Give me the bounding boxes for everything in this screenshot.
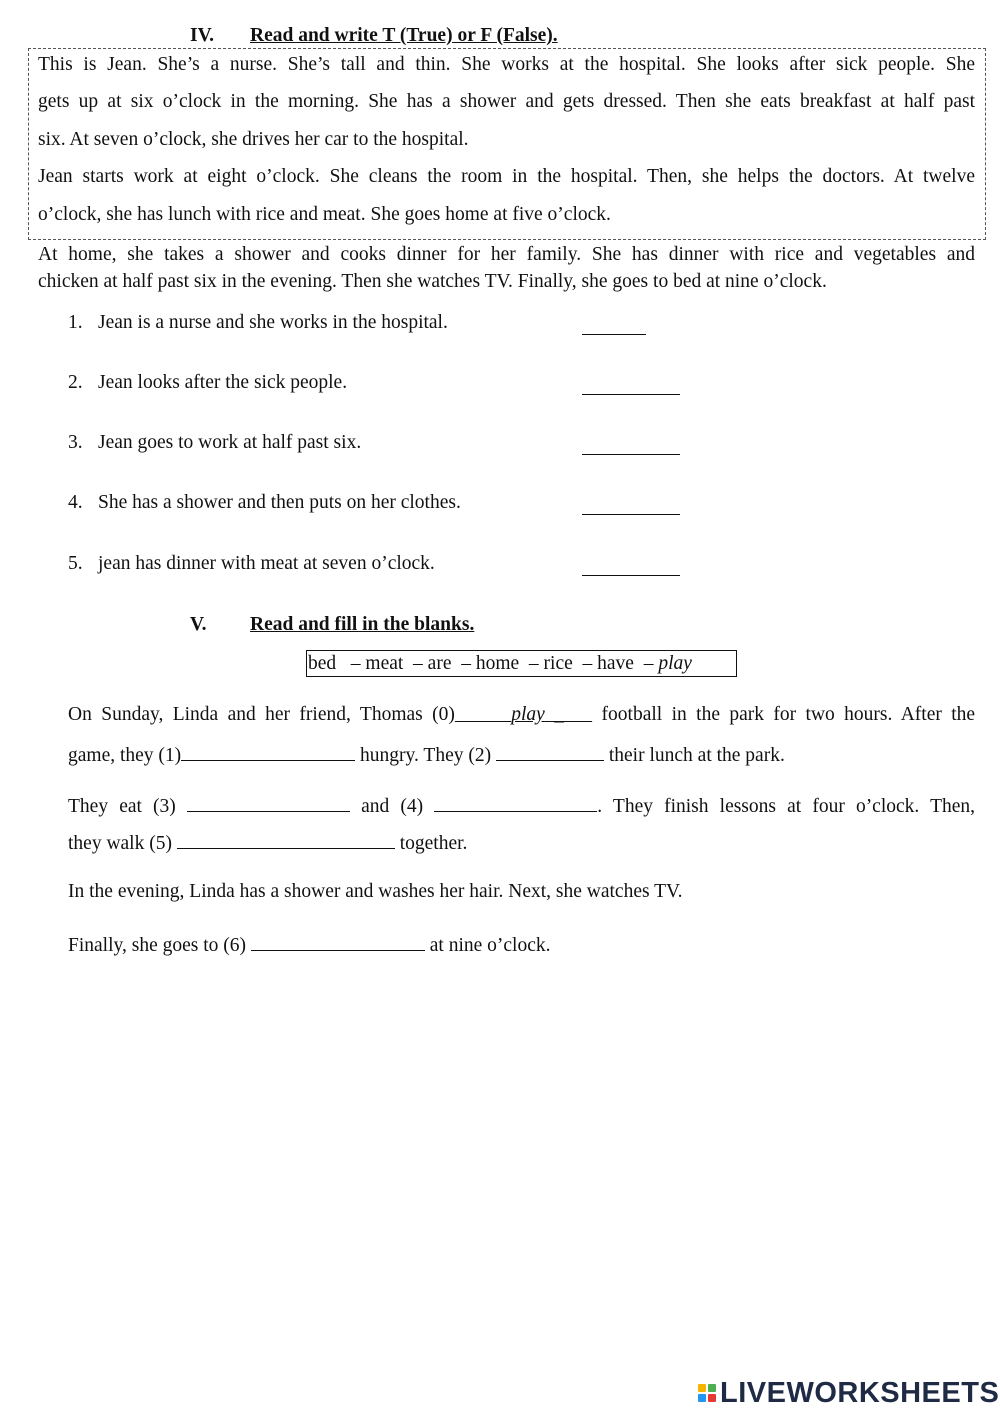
blank-4[interactable] [434,793,597,812]
logo-text: LIVEWORKSHEETS [720,1376,1000,1409]
passage-line: At home, she takes a shower and cooks dinner for her family. She has dinner with rice and vegetables and [38,244,975,265]
blank-1[interactable] [181,742,355,761]
word-bank-words: bed – meat – are – home – rice – have – [308,653,654,674]
section-4-number: IV. [190,25,215,46]
answer-blank[interactable] [582,453,680,455]
passage-line: chicken at half past six in the evening. Then she watches TV. Finally, she goes to bed at nine o’clock. [38,271,827,292]
fill-text: game, they (1) [68,745,182,766]
logo-square [698,1394,706,1402]
logo-square [698,1384,706,1392]
passage-line: six. At seven o’clock, she drives her car to the hospital. [38,129,469,150]
question-number: 1. [68,312,83,333]
fill-text: and (4) [361,796,424,817]
word-bank [306,650,737,677]
question-number: 3. [68,432,83,453]
passage-line: This is Jean. She’s a nurse. She’s tall and thin. She works at the hospital. She looks after sick people. She [38,54,975,75]
logo-square [708,1384,716,1392]
question-item [0,432,1000,462]
fill-line-4 [68,830,975,855]
fill-line-3 [68,793,975,818]
section-5-title: Read and fill in the blanks. [250,614,475,635]
fill-text: hungry. They (2) [360,745,492,766]
passage-line: gets up at six o’clock in the morning. She has a shower and gets dressed. Then she eats breakfast at half past [38,91,975,112]
section-4-title: Read and write T (True) or F (False). [250,25,558,46]
section-4-heading [190,25,790,49]
question-text: She has a shower and then puts on her clothes. [98,492,461,513]
blank-2[interactable] [496,742,604,761]
question-number: 4. [68,492,83,513]
question-item [0,492,1000,522]
fill-line-1 [68,704,975,726]
answer-blank[interactable] [582,333,646,335]
liveworksheets-logo[interactable] [698,1378,999,1408]
fill-text: In the evening, Linda has a shower and washes her hair. Next, she watches TV. [68,881,683,902]
question-item [0,553,1000,583]
blank-3[interactable] [187,793,350,812]
fill-text: their lunch at the park. [608,745,785,766]
section-5-number: V. [190,614,207,635]
example-answer: play [511,704,545,725]
fill-text: . They finish lessons at four o’clock. Then, [597,796,976,817]
fill-text: together. [399,833,468,854]
fill-text: football in the park for two hours. After the [601,704,976,725]
example-answer-blank: play _ [511,704,593,725]
question-text: Jean goes to work at half past six. [98,432,362,453]
passage-line: o’clock, she has lunch with rice and meat. She goes home at five o’clock. [38,204,611,225]
fill-text: On Sunday, Linda and her friend, Thomas (0) [68,704,455,725]
fill-line-5 [68,881,975,903]
section-5-heading [190,614,790,638]
passage-line: Jean starts work at eight o’clock. She cleans the room in the hospital. Then, she helps the doctors. At twelve [38,166,975,187]
fill-text: at nine o’clock. [429,935,551,956]
fill-text: they walk (5) [68,833,172,854]
blank-5[interactable] [177,830,395,849]
question-item [0,312,1000,342]
logo-square [708,1394,716,1402]
blank-6[interactable] [251,932,425,951]
answer-blank[interactable] [582,513,680,515]
fill-line-6 [68,932,975,957]
question-item [0,372,1000,402]
logo-mark-icon [698,1384,716,1402]
question-number: 5. [68,553,83,574]
answer-blank[interactable] [582,393,680,395]
fill-text: Finally, she goes to (6) [68,935,247,956]
answer-blank[interactable] [582,574,680,576]
question-text: Jean looks after the sick people. [98,372,348,393]
word-bank-example: play [658,653,692,674]
question-text: jean has dinner with meat at seven o’clock. [98,553,435,574]
fill-text: They eat (3) [68,796,176,817]
question-text: Jean is a nurse and she works in the hospital. [98,312,448,333]
fill-line-2 [68,742,975,767]
question-number: 2. [68,372,83,393]
